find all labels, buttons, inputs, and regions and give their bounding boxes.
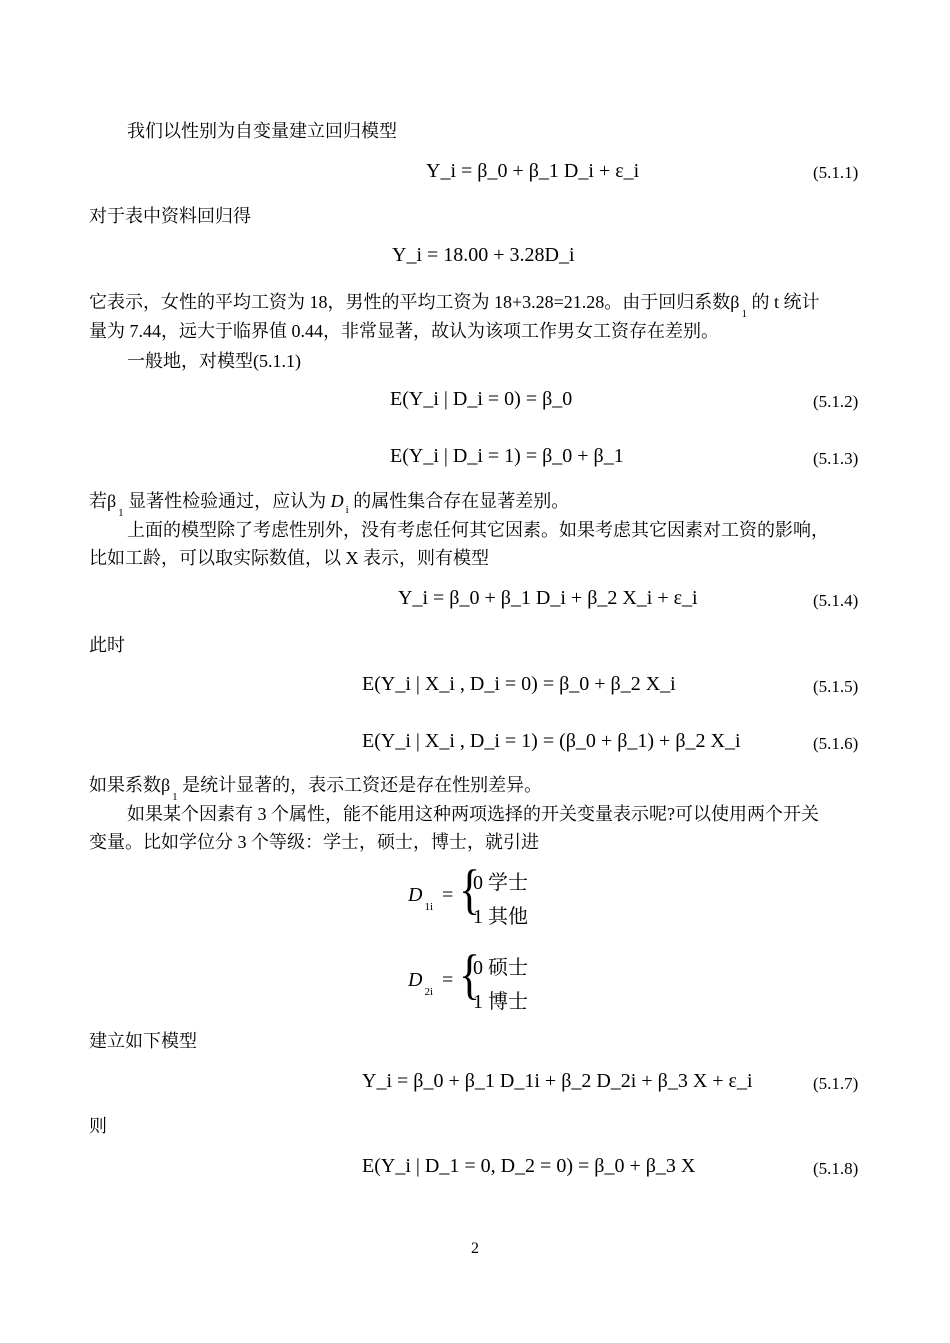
equation-number: (5.1.1) (813, 163, 859, 182)
case-row: 0 学士 (473, 872, 528, 894)
text-fragment: 如果系数β (89, 775, 171, 795)
brace-icon: { (459, 943, 481, 1005)
equation-number: (5.1.3) (813, 449, 859, 468)
equation-5-1-4: Y_i = β_0 + β_1 D_i + β_2 X_i + ε_i (398, 587, 698, 609)
text-line: 建立如下模型 (89, 1031, 197, 1051)
equals-sign: = (442, 884, 454, 906)
equation-5-1-5: E(Y_i | X_i , D_i = 0) = β_0 + β_2 X_i (362, 673, 676, 695)
dummy-lhs: $D_{1i}$ (408, 884, 434, 913)
subscript: i (345, 504, 349, 516)
case-row: 1 其他 (473, 906, 528, 928)
equation-5-1-6: E(Y_i | X_i , D_i = 1) = (β_0 + β_1) + β_2 X_i (362, 730, 741, 752)
text-fragment: D (330, 491, 344, 511)
equation-5-1-2: E(Y_i | D_i = 0) = β_0 (390, 388, 573, 410)
text-line: 我们以性别为自变量建立回归模型 (127, 121, 397, 141)
equals-sign: = (442, 969, 454, 991)
equation-number: (5.1.5) (813, 677, 859, 696)
subscript: 1 (172, 791, 178, 803)
text-fragment: 是统计显著的，表示工资还是存在性别差异。 (177, 775, 543, 795)
text-fragment: 若β (89, 491, 117, 511)
subscript: 1 (741, 308, 747, 320)
equation-number: (5.1.8) (813, 1159, 859, 1178)
equation-5-1-3: E(Y_i | D_i = 1) = β_0 + β_1 (390, 445, 624, 467)
text-line: 比如工龄，可以取实际数值，以 X 表示，则有模型 (89, 548, 489, 568)
text-line: 则 (89, 1116, 107, 1136)
equation-fitted: Y_i = 18.00 + 3.28D_i (392, 244, 575, 266)
text-line: 对于表中资料回归得 (89, 206, 251, 226)
text-fragment: 它表示，女性的平均工资为 18，男性的平均工资为 18+3.28=21.28。由于回归系数β (89, 292, 740, 312)
dummy-lhs: $D_{2i}$ (408, 969, 434, 998)
text-line: 上面的模型除了考虑性别外，没有考虑任何其它因素。如果考虑其它因素对工资的影响， (127, 520, 829, 540)
text-line (89, 775, 543, 803)
equation-number: (5.1.4) (813, 591, 859, 610)
equation-5-1-8: E(Y_i | D_1 = 0, D_2 = 0) = β_0 + β_3 X (362, 1155, 696, 1177)
text-fragment: 的属性集合存在显著差别。 (348, 491, 570, 511)
text-line: 变量。比如学位分 3 个等级：学士，硕士，博士，就引进 (89, 832, 539, 852)
page-number: 2 (471, 1240, 479, 1257)
brace-icon: { (459, 858, 481, 920)
text-line: 如果某个因素有 3 个属性，能不能用这种两项选择的开关变量表示呢?可以使用两个开关 (127, 804, 819, 824)
subscript: 1 (118, 507, 124, 519)
equation-number: (5.1.6) (813, 734, 859, 753)
text-fragment: 的 t 统计 (746, 292, 820, 312)
text-line: 量为 7.44，远大于临界值 0.44，非常显著，故认为该项工作男女工资存在差别。 (89, 321, 719, 341)
text-line: 此时 (89, 635, 125, 655)
case-row: 0 硕士 (473, 957, 528, 979)
text-line (89, 491, 570, 519)
text-line (89, 292, 820, 320)
equation-number: (5.1.2) (813, 392, 859, 411)
case-row: 1 博士 (473, 991, 528, 1013)
equation-5-1-7: Y_i = β_0 + β_1 D_1i + β_2 D_2i + β_3 X + ε_i (362, 1070, 753, 1092)
equation-5-1-1: Y_i = β_0 + β_1 D_i + ε_i (426, 160, 640, 182)
text-line: 一般地，对模型(5.1.1) (127, 351, 301, 371)
equation-number: (5.1.7) (813, 1074, 859, 1093)
text-fragment: 显著性检验通过，应认为 (123, 491, 331, 511)
